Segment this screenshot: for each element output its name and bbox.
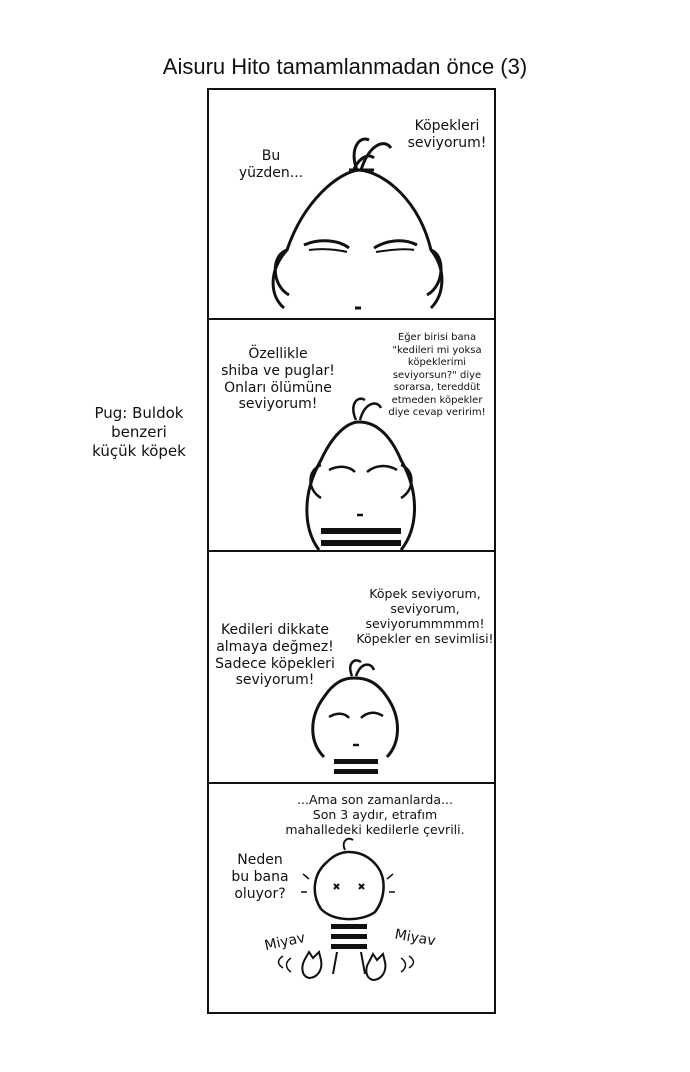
speech-neden-bu-bana: Neden bu bana oluyor? (231, 852, 289, 902)
speech-eger-birisi: Eğer birisi bana "kedileri mi yoksa köpeklerimi seviyorsun?" diye sorarsa, tereddüt etmeden köpekler diye cevap veririm! (388, 332, 486, 418)
side-note: Pug: Buldok benzeri küçük köpek (92, 404, 186, 460)
meow-left: Miyav (263, 929, 307, 955)
comic-panel-4 (207, 782, 496, 1014)
comic-panel-1 (207, 88, 496, 320)
comic-panel-2 (207, 318, 496, 552)
comic-panel-3 (207, 550, 496, 784)
speech-kopekleri-seviyorum: Köpekleri seviyorum! (407, 118, 487, 151)
narration-ama-son-zamanlarda: ...Ama son zamanlarda... Son 3 aydır, etrafım mahalledeki kedilerle çevrili. (285, 792, 465, 837)
speech-kedileri-dikkate: Kedileri dikkate almaya değmez! Sadece köpekleri seviyorum! (215, 622, 335, 689)
speech-bu-yuzden: Bu yüzden... (238, 148, 304, 181)
speech-ozellikle-shiba: Özellikle shiba ve puglar! Onları ölümüne seviyorum! (221, 346, 335, 413)
meow-right: Miyav (393, 926, 437, 950)
page-title: Aisuru Hito tamamlanmadan önce (3) (162, 54, 528, 79)
speech-kopek-seviyorum: Köpek seviyorum, seviyorum, seviyorummmmm! Köpekler en sevimlisi! (356, 586, 494, 646)
